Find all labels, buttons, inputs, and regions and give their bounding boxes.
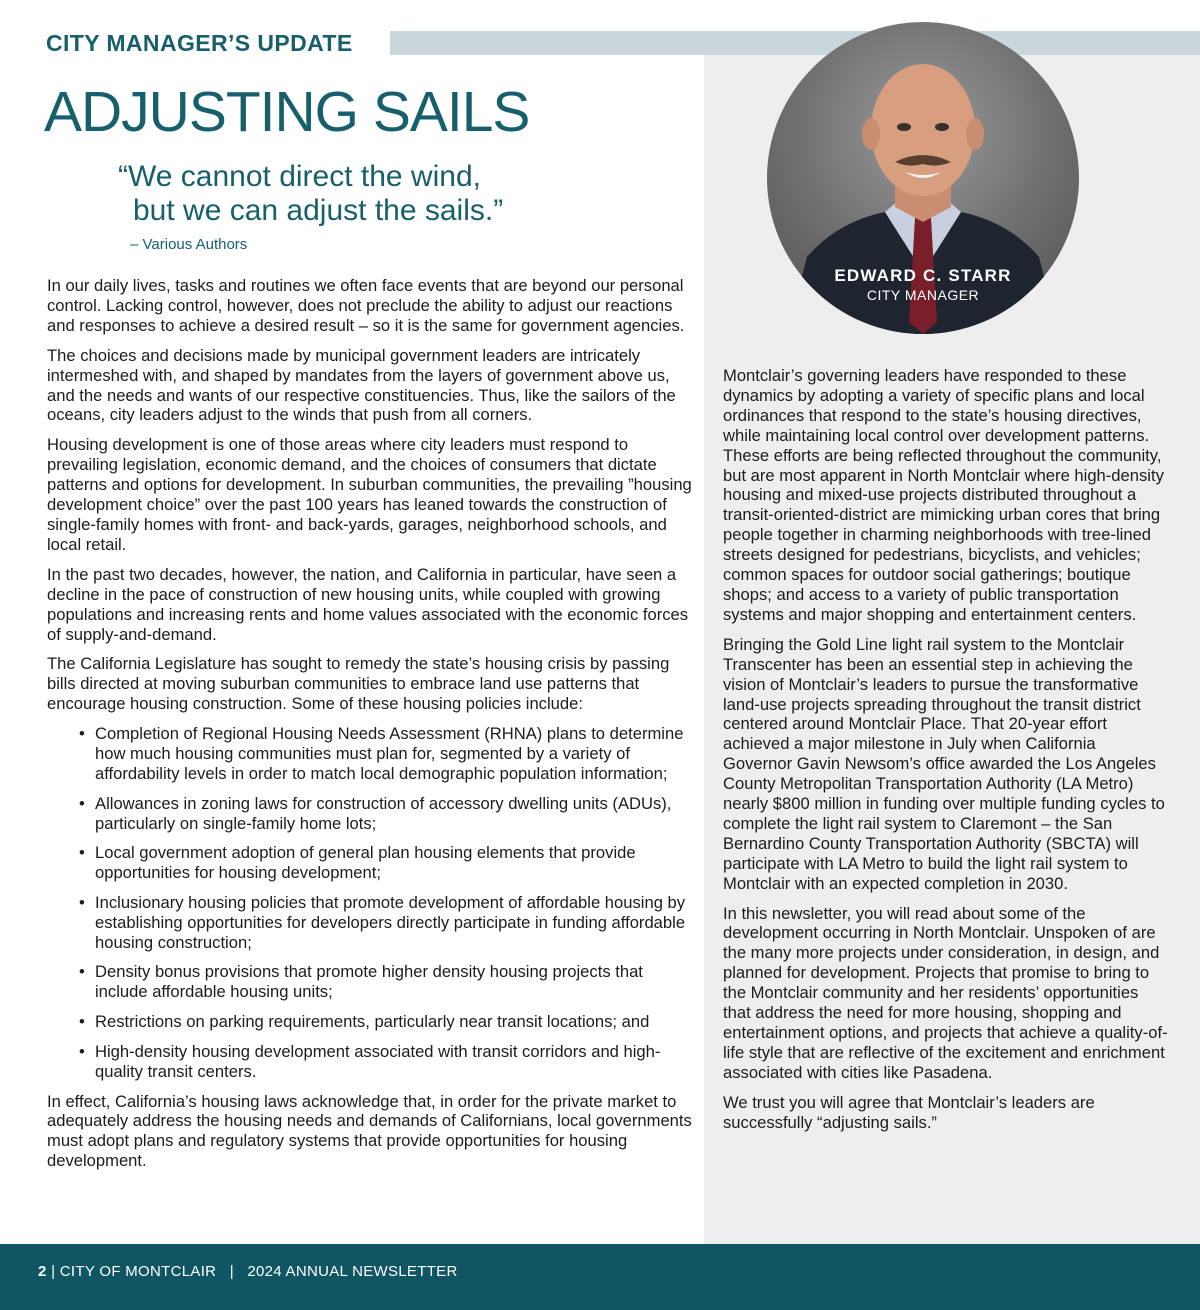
quote-line-2: but we can adjust the sails.” [133,194,504,227]
page-footer [0,1244,1200,1310]
list-item: • Restrictions on parking requirements, particularly near transit locations; and [95,1012,695,1032]
list-item: • Inclusionary housing policies that promote development of affordable housing by establishing opportunities for developers directly participate in funding affordable housing construction; [95,893,695,953]
list-item: • Local government adoption of general plan housing elements that provide opportunities for housing development; [95,843,695,883]
footer-organization: CITY OF MONTCLAIR [59,1263,217,1280]
body-paragraph: In the past two decades, however, the nation, and California in particular, have seen a decline in the pace of construction of new housing units, while coupled with growing populations and increasing rents and home values associated with the economic forces of supply-and-demand. [47,564,689,644]
body-paragraph: Montclair’s governing leaders have responded to these dynamics by adopting a variety of specific plans and local ordinances that respond to the state’s housing directives, while maintaining local control over development patterns. These efforts are being reflected throughout the community, but are most apparent in North Montclair where high-density housing and mixed-use projects distributed throughout a transit-oriented-district are mimicking urban cores that bring people together in charming neighborhoods with tree-lined streets designed for pedestrians, bicyclists, and vehicles; common spaces for outdoor social gatherings; boutique shops; and access to a variety of public transportation systems and major shopping and entertainment centers. [723,366,1164,624]
page-number: 2 [38,1263,47,1280]
city-manager-portrait [767,22,1079,334]
body-paragraph: We trust you will agree that Montclair’s leaders are successfully “adjusting sails.” [723,1092,1095,1132]
quote-attribution: – Various Authors [130,236,248,253]
body-paragraph: The California Legislature has sought to remedy the state’s housing crisis by passing bills directed at moving suburban communities to embrace land use patterns that encourage housing construction. Some of these housing policies include: [47,654,670,714]
person-title: CITY MANAGER [866,287,980,303]
right-column [723,366,1168,1143]
body-paragraph: Bringing the Gold Line light rail system to the Montclair Transcenter has been an essential step in achieving the vision of Montclair’s leaders to pursue the transformative land-use projects spreading throughout the transit district centered around Montclair Place. That 20-year effort achieved a major milestone in July when California Governor Gavin Newsom’s office awarded the Los Angeles County Metropolitan Transportation Authority (LA Metro) nearly $800 million in funding over multiple funding cycles to complete the light rail system to Claremont – the San Bernardino County Transportation Authority (SBCTA) will participate with LA Metro to build the light rail system to Montclair with an expected completion in 2030. [723,634,1165,893]
body-paragraph: The choices and decisions made by municipal government leaders are intricately intermeshed with, and shaped by mandates from the layers of government above us, and the needs and wants of our respective constituencies. Thus, like the sailors of the oceans, city leaders adjust to the winds that push from all corners. [47,345,676,425]
body-paragraph: In this newsletter, you will read about some of the development occurring in North Montclair. Unspoken of are the many more projects under consideration, in design, and planned for development. Projects that promise to bring to the Montclair community and her residents’ opportunities that address the need for more housing, shopping and entertainment options, and projects that achieve a quality-of-life style that are reflective of the excitement and enrichment associated with cities like Pasadena. [723,903,1168,1082]
page-title: ADJUSTING SAILS [44,80,530,144]
body-paragraph: In our daily lives, tasks and routines we often face events that are beyond our personal control. Lacking control, however, does not preclude the ability to adjust our reactions and responses to achieve a desired result – so it is the same for government agencies. [47,276,685,335]
body-paragraph: In effect, California’s housing laws acknowledge that, in order for the private market to adequately address the housing needs and demands of Californians, local governments must adopt plans and regulatory systems that provide opportunities for housing development. [47,1091,692,1171]
list-item: • Completion of Regional Housing Needs Assessment (RHNA) plans to determine how much housing communities must plan for, segmented by a variety of affordability levels in order to match local demographic population information; [95,724,695,784]
housing-policy-list [47,724,695,1081]
person-name: EDWARD C. STARR [834,266,1012,285]
section-label: CITY MANAGER’S UPDATE [46,30,353,56]
list-item: • High-density housing development associated with transit corridors and high-quality transit centers. [95,1042,695,1082]
footer-text [38,1263,458,1280]
body-paragraph: Housing development is one of those areas where city leaders must respond to prevailing legislation, economic demand, and the choices of consumers that dictate patterns and options for development. In suburban communities, the prevailing ”housing development choice” over the past 100 years has leaned towards the construction of single-family homes with front- and back-yards, garages, neighborhood schools, and local retail. [47,435,692,554]
pull-quote [118,160,503,228]
list-item: • Density bonus provisions that promote higher density housing projects that include affordable housing units; [95,962,695,1002]
footer-publication: 2024 ANNUAL NEWSLETTER [247,1263,458,1280]
footer-separator: | [229,1263,234,1280]
quote-line-1: “We cannot direct the wind, [118,160,481,193]
footer-separator: | [51,1263,56,1280]
list-item: • Allowances in zoning laws for construction of accessory dwelling units (ADUs), particularly on single-family home lots; [95,794,695,834]
left-column [47,276,695,1181]
